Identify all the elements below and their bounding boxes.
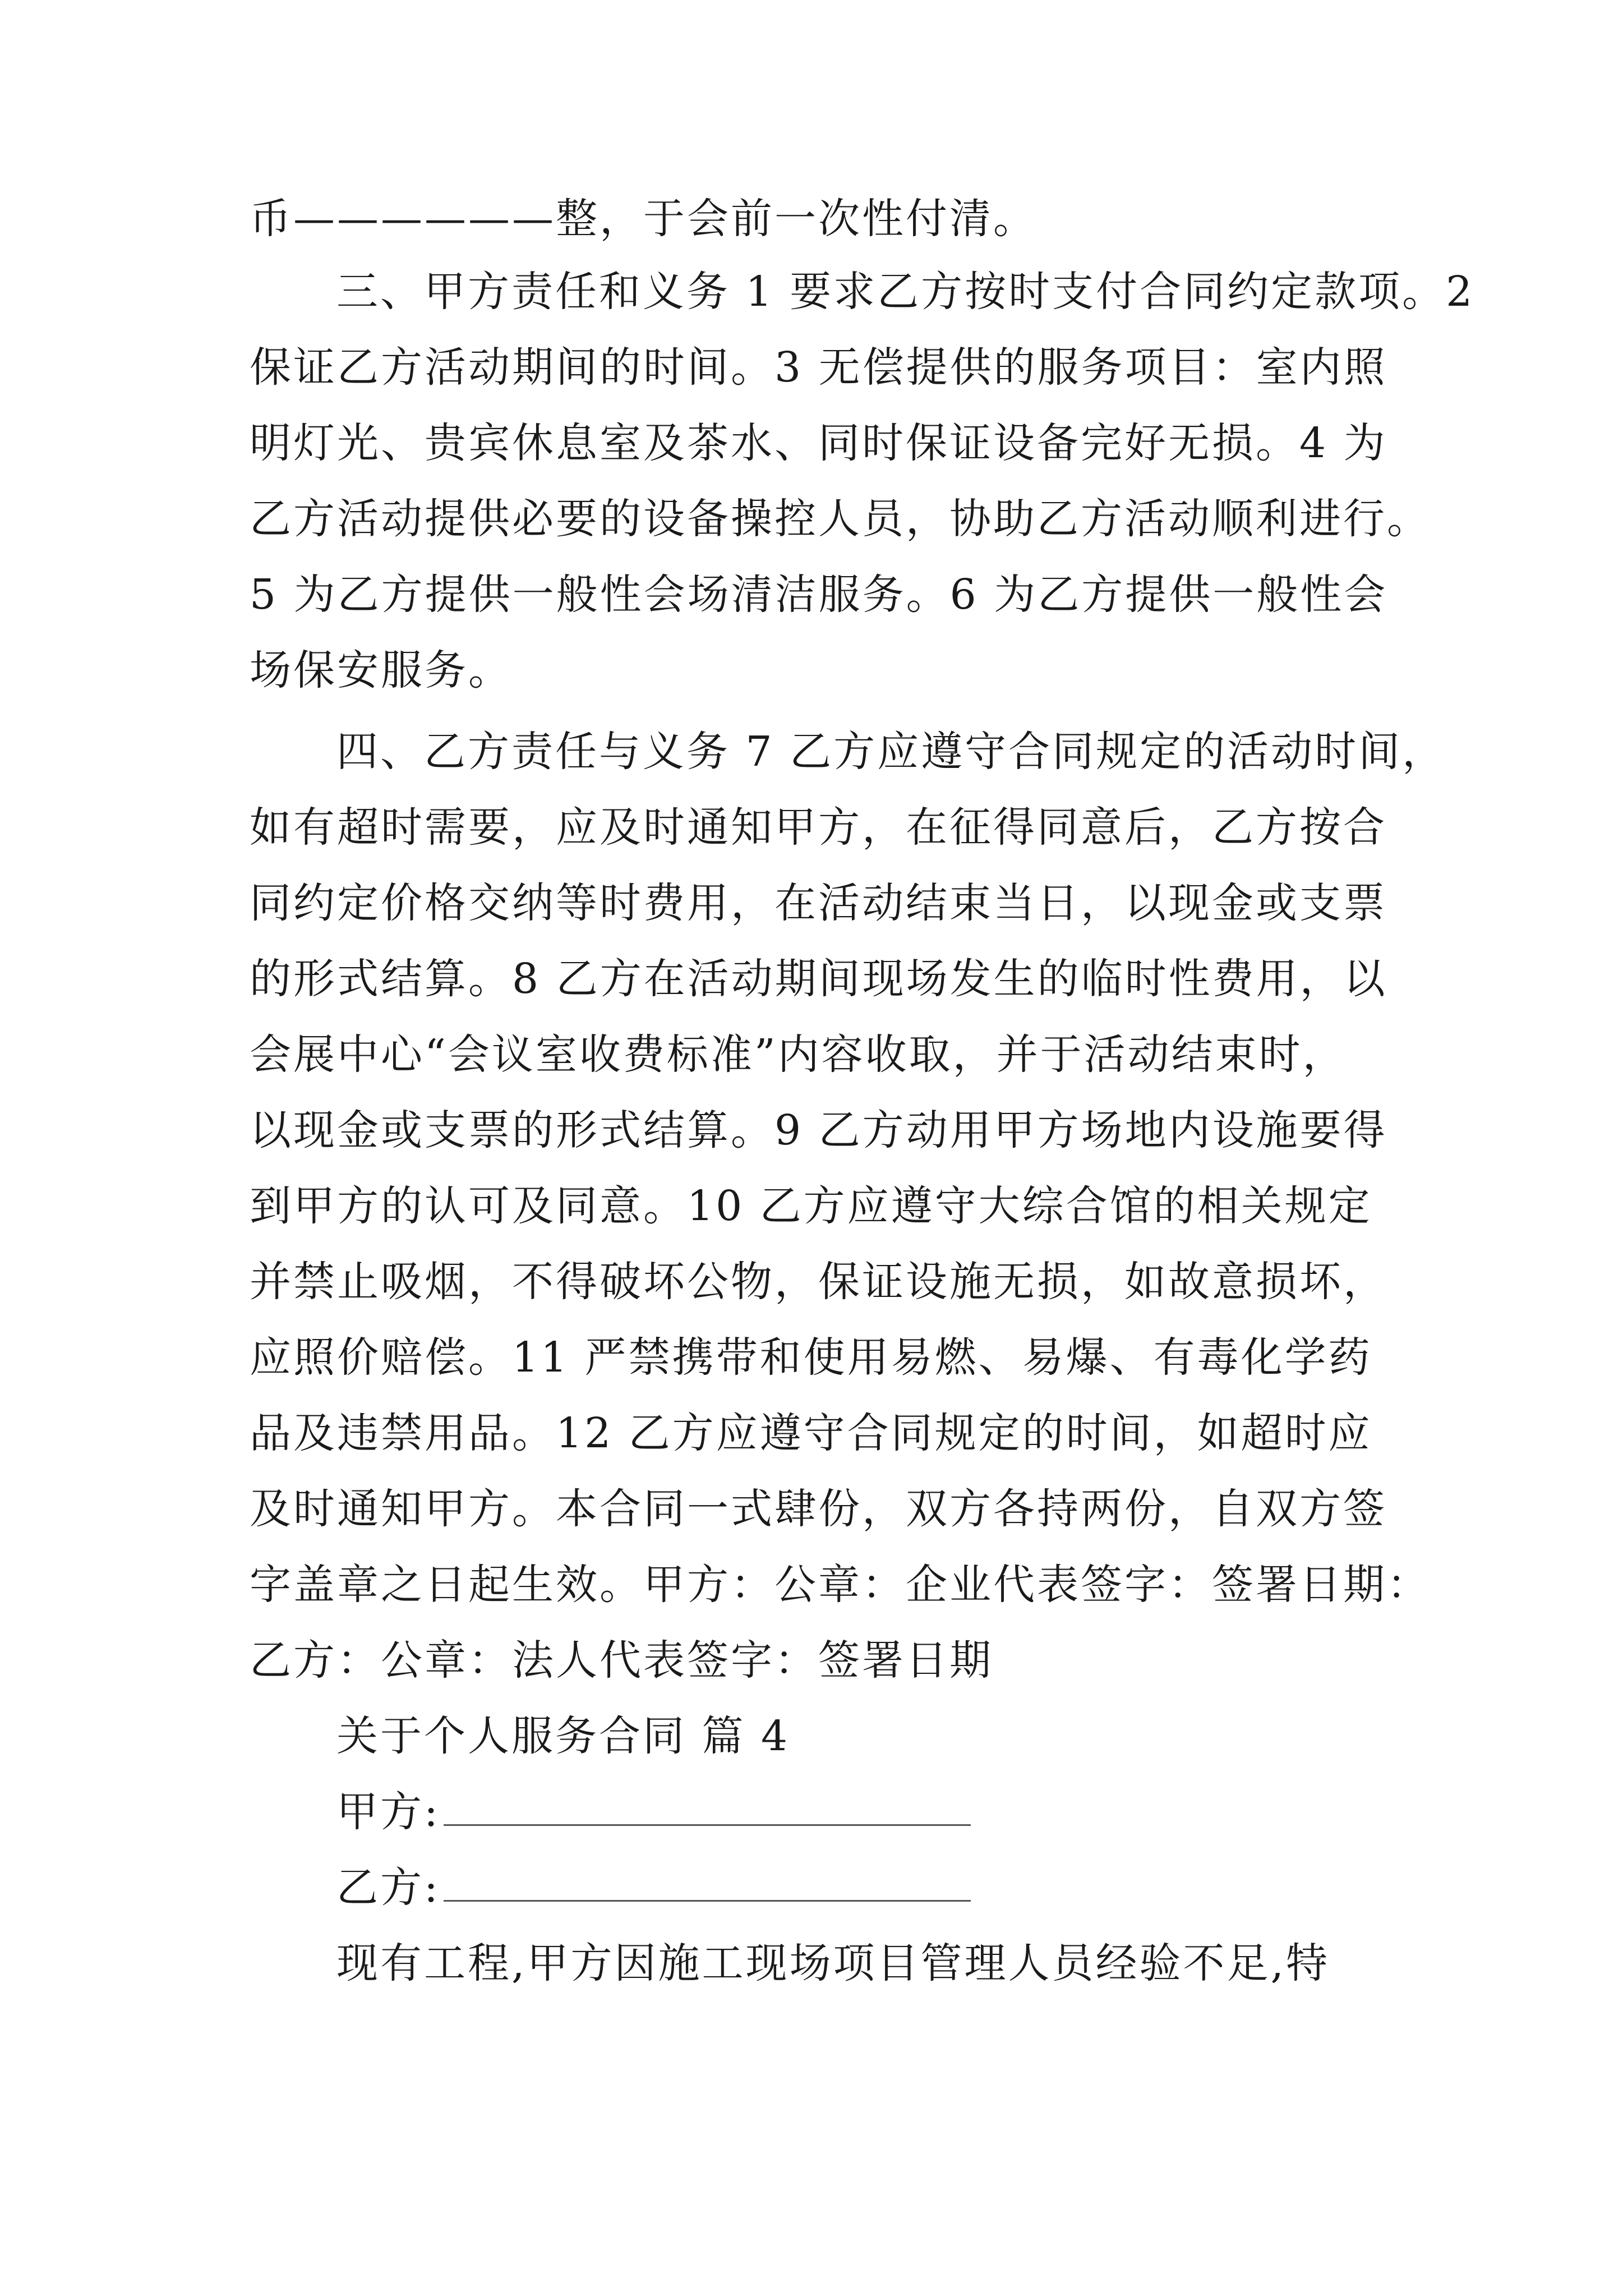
text-line-1: 币——————整，于会前一次性付清。 [250, 195, 1037, 243]
text-line-17: 品及违禁用品。12 乙方应遵守合同规定的时间，如超时应 [250, 1409, 1372, 1457]
text-line-12: 会展中心“会议室收费标准”内容收取，并于活动结束时， [250, 1030, 1347, 1079]
party-b-label: 乙方: [336, 1864, 440, 1912]
text-line-10: 同约定价格交纳等时费用，在活动结束当日，以现金或支票 [250, 879, 1387, 927]
text-line-15: 并禁止吸烟，不得破坏公物，保证设施无损，如故意损坏， [250, 1258, 1387, 1306]
text-line-2: 三、甲方责任和义务 1 要求乙方按时支付合同约定款项。2 [336, 268, 1475, 316]
text-line-14: 到甲方的认可及同意。10 乙方应遵守大综合馆的相关规定 [250, 1182, 1372, 1230]
text-line-7: 场保安服务。 [250, 646, 512, 694]
text-line-16: 应照价赔偿。11 严禁携带和使用易燃、易爆、有毒化学药 [250, 1333, 1372, 1382]
party-a-row [336, 1784, 971, 1840]
party-b-blank-line [444, 1867, 971, 1902]
text-line-9: 如有超时需要，应及时通知甲方，在征得同意后，乙方按合 [250, 803, 1387, 852]
party-a-blank-line [444, 1792, 971, 1826]
text-line-5: 乙方活动提供必要的设备操控人员，协助乙方活动顺利进行。 [250, 495, 1431, 543]
text-line-11: 的形式结算。8 乙方在活动期间现场发生的临时性费用，以 [250, 955, 1387, 1003]
text-line-6: 5 为乙方提供一般性会场清洁服务。6 为乙方提供一般性会 [250, 570, 1388, 619]
party-a-label: 甲方: [336, 1788, 440, 1836]
text-line-13: 以现金或支票的形式结算。9 乙方动用甲方场地内设施要得 [250, 1106, 1387, 1154]
text-line-18: 及时通知甲方。本合同一式肆份，双方各持两份，自双方签 [250, 1485, 1387, 1533]
text-line-4: 明灯光、贵宾休息室及茶水、同时保证设备完好无损。4 为 [250, 419, 1387, 467]
text-line-last: 现有工程,甲方因施工现场项目管理人员经验不足,特 [336, 1939, 1330, 1987]
section-title: 关于个人服务合同 篇 4 [336, 1712, 790, 1760]
text-line-8: 四、乙方责任与义务 7 乙方应遵守合同规定的活动时间， [336, 728, 1446, 776]
text-line-20: 乙方：公章：法人代表签字：签署日期 [250, 1636, 993, 1685]
party-b-row [336, 1860, 971, 1916]
text-line-19: 字盖章之日起生效。甲方：公章：企业代表签字：签署日期： [250, 1561, 1431, 1609]
text-line-3: 保证乙方活动期间的时间。3 无偿提供的服务项目：室内照 [250, 343, 1387, 392]
